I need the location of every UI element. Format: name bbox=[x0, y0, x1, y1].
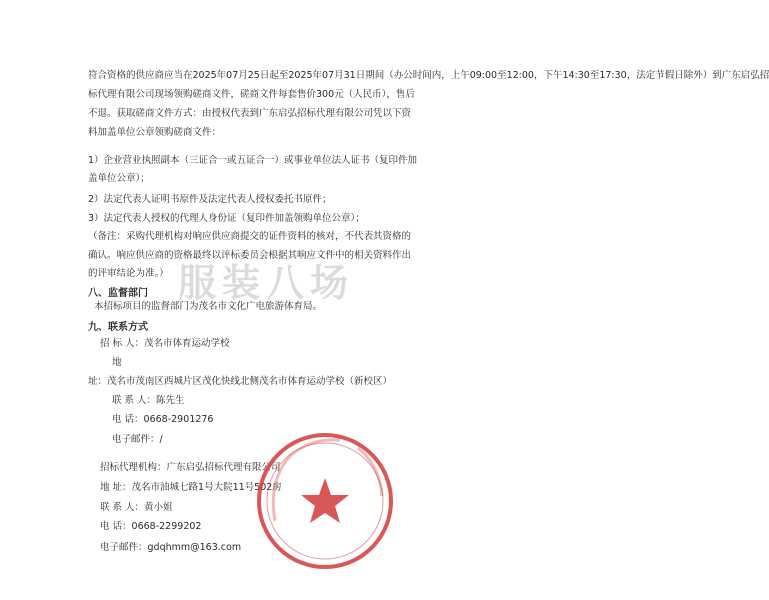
agency-contact-value: 黄小姐 bbox=[144, 502, 173, 513]
agency-email-value: gdqhmm@163.com bbox=[147, 542, 242, 553]
address-label: 址： bbox=[88, 376, 108, 387]
agency-value: 广东启弘招标代理有限公司 bbox=[166, 462, 281, 473]
phone-value: 0668-2901276 bbox=[143, 414, 214, 425]
address-row bbox=[88, 376, 392, 388]
agency-label: 招标代理机构： bbox=[100, 462, 167, 473]
agency-phone-label: 电 话： bbox=[100, 521, 132, 532]
body-line-9: （备注：采购代理机构对响应供应商提交的证件资料的核对，不代表其资格的 bbox=[88, 231, 412, 242]
contact-row bbox=[112, 395, 185, 407]
body-line-5: 1）企业营业执照副本（三证合一或五证合一）或事业单位法人证书（复印件加 bbox=[88, 155, 418, 166]
body-line-7: 2）法定代表人证明书原件及法定代表人授权委托书原件； bbox=[88, 194, 332, 205]
agency-contact-row bbox=[100, 502, 173, 514]
company-seal-icon bbox=[250, 426, 400, 576]
address-label-top: 地 bbox=[112, 357, 122, 368]
section-8-text: 本招标项目的监督部门为茂名市文化广电旅游体育局。 bbox=[94, 301, 323, 312]
agency-phone-value: 0668-2299202 bbox=[131, 521, 202, 532]
phone-row bbox=[112, 414, 213, 426]
agency-address-label: 地 址： bbox=[100, 482, 132, 493]
phone-label: 电 话： bbox=[112, 414, 144, 425]
section-9-heading: 九、联系方式 bbox=[88, 322, 148, 333]
email-row bbox=[112, 434, 163, 446]
agency-email-row bbox=[100, 542, 241, 554]
body-line-1: 符合资格的供应商应当在2025年07月25日起至2025年07月31日期间（办公时间内，上午09:00至12:00，下午14:30至17:30，法定节假日除外）到广东启弘招 bbox=[88, 70, 769, 81]
body-line-11: 的评审结论为准。） bbox=[88, 268, 169, 279]
email-label: 电子邮件： bbox=[112, 434, 160, 445]
agency-email-label: 电子邮件： bbox=[100, 542, 148, 553]
body-line-8: 3）法定代表人授权的代理人身份证（复印件加盖领购单位公章）； bbox=[88, 213, 365, 224]
agency-phone-row bbox=[100, 521, 201, 533]
address-value: 茂名市茂南区西城片区茂化快线北侧茂名市体育运动学校（新校区） bbox=[107, 376, 393, 387]
section-8-heading: 八、监督部门 bbox=[88, 288, 148, 299]
agency-contact-label: 联 系 人： bbox=[100, 502, 145, 513]
body-line-3: 不退。获取磋商文件方式：由授权代表到广东启弘招标代理有限公司凭以下资 bbox=[88, 108, 412, 119]
purchaser-row bbox=[100, 338, 230, 350]
agency-address-value: 茂名市油城七路1号大院11号502房 bbox=[131, 482, 282, 493]
contact-label: 联 系 人： bbox=[112, 395, 157, 406]
body-line-2: 标代理有限公司现场领购磋商文件，磋商文件每套售价300元（人民币），售后 bbox=[88, 89, 415, 100]
email-value: / bbox=[159, 434, 163, 445]
purchaser-value: 茂名市体育运动学校 bbox=[144, 338, 230, 349]
body-line-4: 料加盖单位公章领购磋商文件： bbox=[88, 127, 222, 138]
contact-value: 陈先生 bbox=[156, 395, 185, 406]
body-line-10: 确认。响应供应商的资格最终以评标委员会根据其响应文件中的相关资料作出 bbox=[88, 250, 412, 261]
body-line-6: 盖单位公章）； bbox=[88, 173, 150, 184]
purchaser-label: 招 标 人： bbox=[100, 338, 145, 349]
watermark: 服装八场 bbox=[178, 261, 355, 305]
